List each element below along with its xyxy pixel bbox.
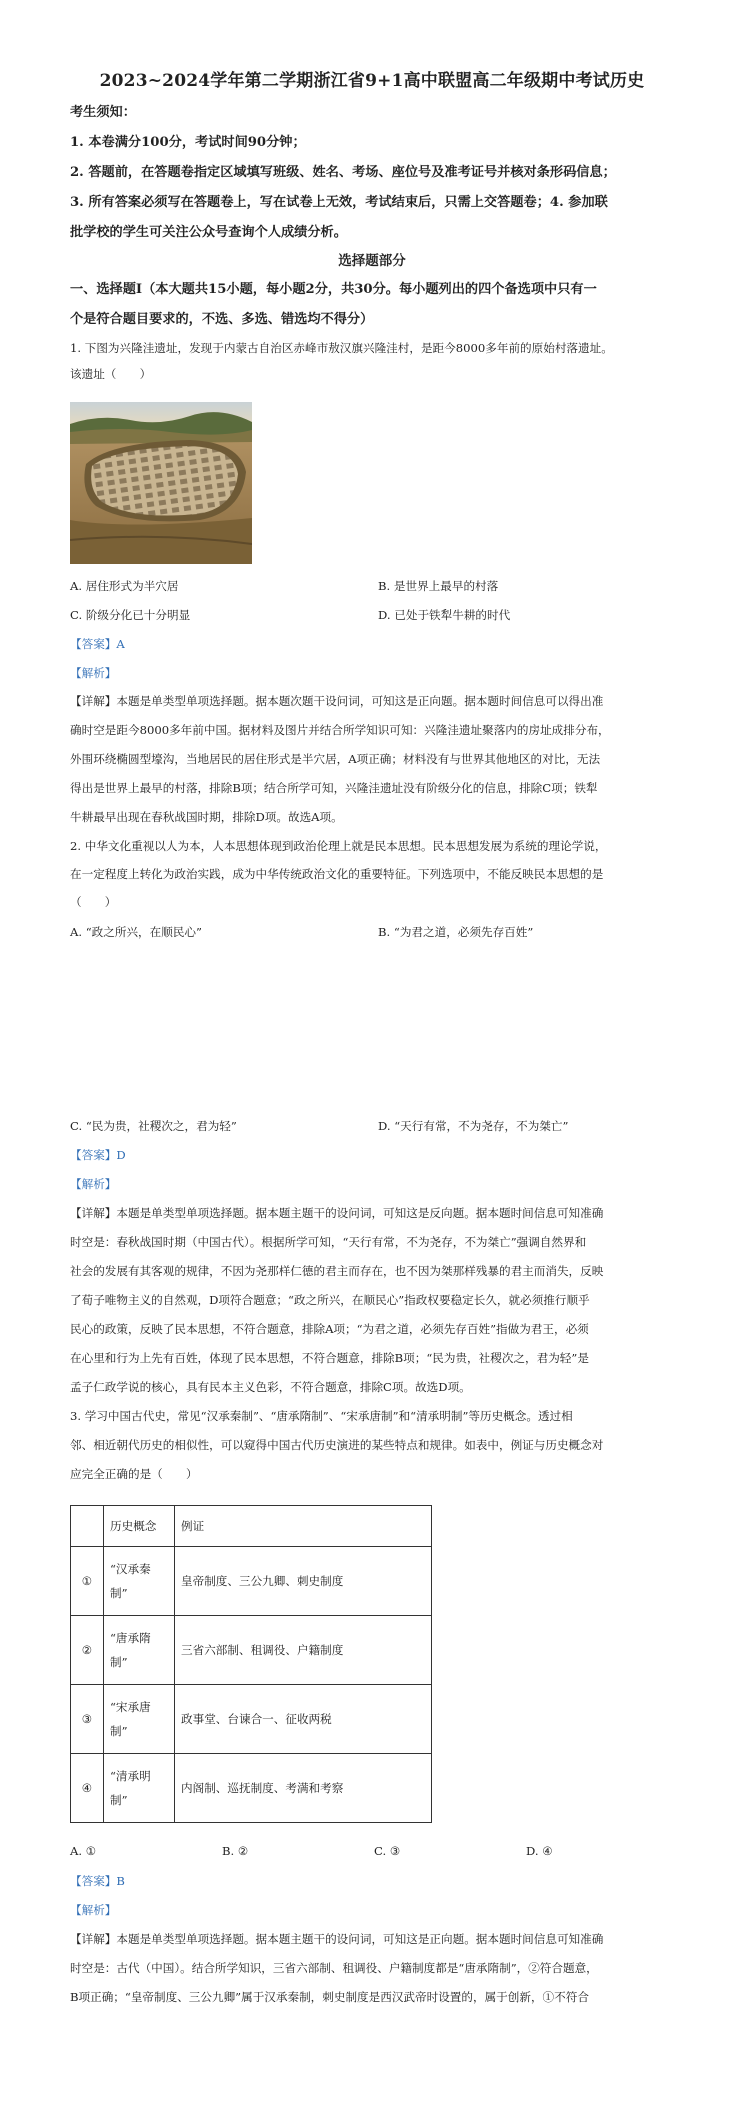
row-number: ① xyxy=(71,1547,104,1616)
q2-stem-1: 2. 中华文化重视以人为本，人本思想体现到政治伦理上就是民本思想。民本思想发展为系统的理论学说， xyxy=(70,839,607,853)
row-concept-part: 制” xyxy=(110,1724,128,1738)
q2-option-a: A. “政之所兴，在顺民心” xyxy=(70,925,202,939)
q2-option-d: D. “天行有常，不为尧存，不为桀亡” xyxy=(378,1119,569,1133)
site-photo-graphic xyxy=(70,402,252,564)
notice-heading: 考生须知： xyxy=(70,105,136,120)
row-concept-part: 制” xyxy=(110,1655,128,1669)
q2-option-b: B. “为君之道，必须先存百姓” xyxy=(378,925,534,939)
table-header-row xyxy=(71,1506,432,1547)
table-row xyxy=(71,1547,432,1616)
q3-detail-line: 【详解】本题是单类型单项选择题。据本题主题干的设问词，可知这是正向题。据本题时间信息可知准确 xyxy=(70,1932,604,1946)
q2-detail-line: 孟子仁政学说的核心，具有民本主义色彩，不符合题意，排除C项。故选D项。 xyxy=(70,1380,471,1394)
xinglongwa-site-photo xyxy=(70,402,252,564)
q1-option-a: A. 居住形式为半穴居 xyxy=(70,579,179,593)
q1-detail-line: 牛耕最早出现在春秋战国时期，排除D项。故选A项。 xyxy=(70,810,343,824)
row-concept xyxy=(104,1685,175,1754)
q3-detail-line: B项正确；“皇帝制度、三公九卿”属于汉承秦制，刺史制度是西汉武帝时设置的，属于创新，①不符合 xyxy=(70,1990,589,2004)
q3-stem-3: 应完全正确的是（ ） xyxy=(70,1467,198,1481)
table-header-example: 例证 xyxy=(175,1506,432,1547)
q1-detail-line: 确时空是距今8000多年前中国。据材料及图片并结合所学知识可知：兴隆洼遗址聚落内的房址成排分布， xyxy=(70,723,610,737)
row-example: 政事堂、台谏合一、征收两税 xyxy=(175,1685,432,1754)
q1-option-b: B. 是世界上最早的村落 xyxy=(378,579,499,593)
row-example: 三省六部制、租调役、户籍制度 xyxy=(175,1616,432,1685)
q2-analysis-label: 【解析】 xyxy=(70,1177,117,1191)
q3-stem-2: 邻、相近朝代历史的相似性，可以窥得中国古代历史演进的某些特点和规律。如表中，例证与历史概念对 xyxy=(70,1438,604,1452)
q1-analysis-label: 【解析】 xyxy=(70,666,117,680)
table-header-concept: 历史概念 xyxy=(104,1506,175,1547)
q2-detail-line: 在心里和行为上先有百姓，体现了民本思想，不符合题意，排除B项；“民为贵，社稷次之，君为轻”是 xyxy=(70,1351,589,1365)
notice-line-2: 2. 答题前，在答题卷指定区域填写班级、姓名、考场、座位号及准考证号并核对条形码信息； xyxy=(70,165,616,180)
row-concept-part: “宋承唐 xyxy=(110,1700,151,1714)
q1-answer: 【答案】A xyxy=(70,637,125,651)
q3-stem-1: 3. 学习中国古代史，常见“汉承秦制”、“唐承隋制”、“宋承唐制”和“清承明制”等历史概念。透过相 xyxy=(70,1409,573,1423)
row-number: ④ xyxy=(71,1754,104,1823)
q2-option-c: C. “民为贵，社稷次之，君为轻” xyxy=(70,1119,237,1133)
part1-instruction-2: 个是符合题目要求的，不选、多选、错选均不得分） xyxy=(70,312,374,327)
q3-table xyxy=(70,1505,432,1823)
q2-detail-line: 社会的发展有其客观的规律，不因为尧那样仁德的君主而存在，也不因为桀那样残暴的君主而消失，反映 xyxy=(70,1264,604,1278)
exam-title: 2023~2024学年第二学期浙江省9+1高中联盟高二年级期中考试历史 xyxy=(99,71,645,91)
q2-answer: 【答案】D xyxy=(70,1148,126,1162)
q2-stem-3: （ ） xyxy=(70,895,117,909)
q2-detail-line: 民心的政策，反映了民本思想，不符合题意，排除A项；“为君之道，必须先存百姓”指做为君王，必须 xyxy=(70,1322,589,1336)
row-concept-part: “汉承秦 xyxy=(110,1562,151,1576)
q2-detail-line: 时空是：春秋战国时期（中国古代）。根据所学可知，“天行有常，不为尧存，不为桀亡”强调自然界和 xyxy=(70,1235,587,1249)
table-row xyxy=(71,1685,432,1754)
notice-line-4: 批学校的学生可关注公众号查询个人成绩分析。 xyxy=(70,225,347,240)
q1-stem-2: 该遗址（ ） xyxy=(70,367,152,381)
q1-detail-line: 外围环绕椭圆型壕沟，当地居民的居住形式是半穴居，A项正确；材料没有与世界其他地区的对比，无法 xyxy=(70,752,601,766)
row-number: ③ xyxy=(71,1685,104,1754)
q3-answer: 【答案】B xyxy=(70,1874,125,1888)
row-concept xyxy=(104,1754,175,1823)
row-concept-part: “清承明 xyxy=(110,1769,151,1783)
notice-line-1: 1. 本卷满分100分，考试时间90分钟； xyxy=(70,135,306,150)
q1-option-d: D. 已处于铁犁牛耕的时代 xyxy=(378,608,511,622)
row-concept xyxy=(104,1547,175,1616)
row-example: 内阁制、巡抚制度、考满和考察 xyxy=(175,1754,432,1823)
table-header-blank xyxy=(71,1506,104,1547)
row-concept-part: 制” xyxy=(110,1586,128,1600)
q3-detail-line: 时空是：古代（中国）。结合所学知识，三省六部制、租调役、户籍制度都是“唐承隋制”，②符合题意， xyxy=(70,1961,598,1975)
q1-option-c: C. 阶级分化已十分明显 xyxy=(70,608,191,622)
q3-option-a: A. ① xyxy=(70,1844,97,1858)
q3-option-d: D. ④ xyxy=(526,1844,553,1858)
notice-line-3: 3. 所有答案必须写在答题卷上，写在试卷上无效，考试结束后，只需上交答题卷；4. 参加联 xyxy=(70,195,608,210)
row-example: 皇帝制度、三公九卿、刺史制度 xyxy=(175,1547,432,1616)
row-number: ② xyxy=(71,1616,104,1685)
table-row xyxy=(71,1754,432,1823)
row-concept-part: 制” xyxy=(110,1793,128,1807)
q1-detail-line: 得出是世界上最早的村落，排除B项；结合所学可知，兴隆洼遗址没有阶级分化的信息，排除C项；铁犁 xyxy=(70,781,598,795)
row-concept-part: “唐承隋 xyxy=(110,1631,151,1645)
q1-stem-1: 1. 下图为兴隆洼遗址，发现于内蒙古自治区赤峰市敖汉旗兴隆洼村，是距今8000多年前的原始村落遗址。 xyxy=(70,341,613,355)
part1-instruction-1: 一、选择题Ⅰ（本大题共15小题，每小题2分，共30分。每小题列出的四个备选项中只有一 xyxy=(70,282,597,297)
q2-detail-line: 【详解】本题是单类型单项选择题。据本题主题干的设问词，可知这是反向题。据本题时间信息可知准确 xyxy=(70,1206,604,1220)
table-row xyxy=(71,1616,432,1685)
q3-option-b: B. ② xyxy=(222,1844,249,1858)
q1-detail-line: 【详解】本题是单类型单项选择题。据本题次题干设问词，可知这是正向题。据本题时间信息可以得出准 xyxy=(70,694,604,708)
q2-stem-2: 在一定程度上转化为政治实践，成为中华传统政治文化的重要特征。下列选项中，不能反映民本思想的是 xyxy=(70,867,604,881)
q3-analysis-label: 【解析】 xyxy=(70,1903,117,1917)
q2-detail-line: 了荀子唯物主义的自然观，D项符合题意；“政之所兴，在顺民心”指政权要稳定长久，就必须推行顺乎 xyxy=(70,1293,590,1307)
q3-option-c: C. ③ xyxy=(374,1844,401,1858)
row-concept xyxy=(104,1616,175,1685)
section-title: 选择题部分 xyxy=(338,253,406,269)
